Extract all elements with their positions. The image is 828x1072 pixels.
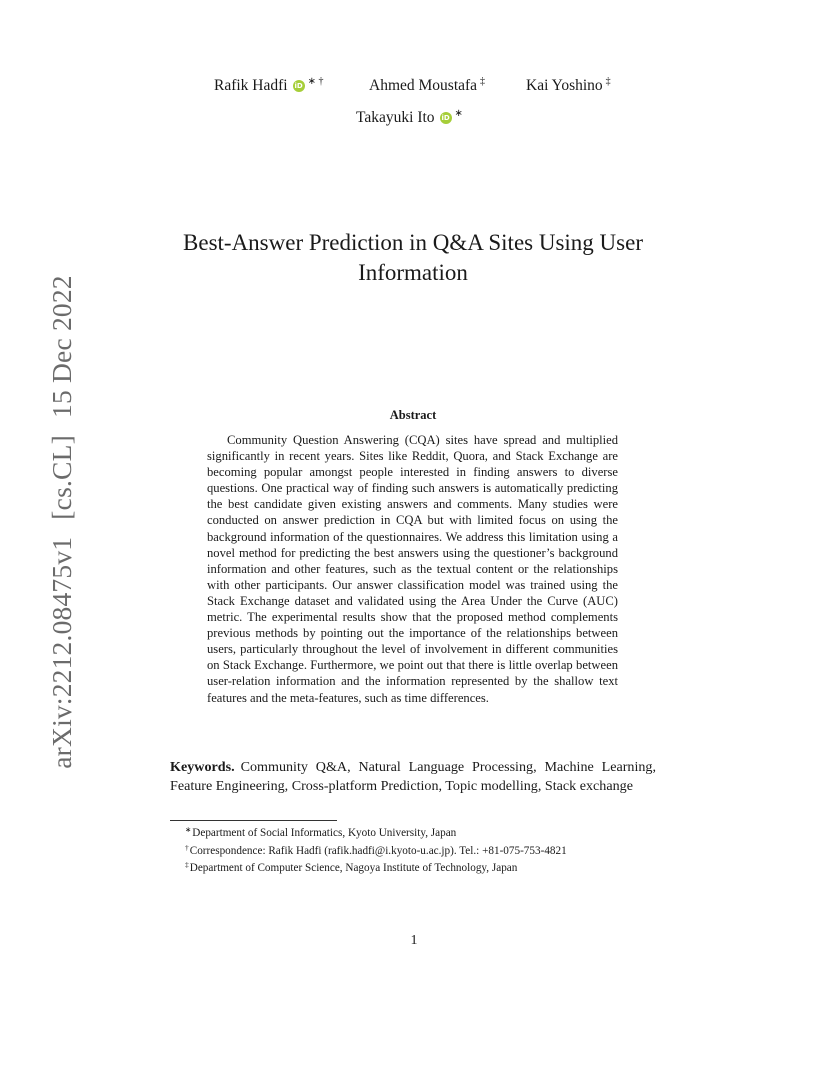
keywords-label: Keywords. [170,759,235,775]
affiliation-marks: ∗ † [307,76,324,87]
author-name: Takayuki Ito [356,109,435,126]
footnote-affiliation-kyoto: ∗Department of Social Informatics, Kyoto University, Japan [185,825,457,839]
page-number: 1 [410,933,418,948]
author-name: Rafik Hadfi [214,77,288,94]
abstract-heading: Abstract [389,408,437,422]
orcid-icon[interactable]: iD [294,82,303,90]
keywords-text: Community Q&A, Natural Language Processing, Machine Learning, Feature Engineering, Cross-platform Prediction, Topic modelling, Stack exchange [170,759,656,794]
author-rafik-hadfi [214,76,324,95]
footnote-correspondence: †Correspondence: Rafik Hadfi (rafik.hadfi@i.kyoto-u.ac.jp). Tel.: +81-075-753-4821 [185,842,567,857]
affiliation-marks: ‡ [605,76,611,87]
affiliation-marks: ∗ [454,108,463,119]
author-ahmed-moustafa [369,76,485,95]
arxiv-identifier-stamp [46,270,78,774]
arxiv-date: 15 Dec 2022 [46,275,77,418]
footnote-divider [170,820,337,821]
orcid-icon[interactable]: iD [441,114,450,122]
keywords-section [170,758,656,795]
author-name: Ahmed Moustafa [369,77,478,94]
footnotes [185,823,567,876]
abstract-text: Community Question Answering (CQA) sites have spread and multiplied significantly in recent years. Sites like Reddit, Quora, and Stack Exchange are becoming popular amongst people interested in finding answers to diverse questions. One practical way of finding such answers is automatically predicting the best candidate given existing answers and comments. Many studies were conducted on answer prediction in CQA but with limited focus on using the background information of the questionnaires. We address this limitation using a novel method for predicting the best answers using the questioner’s background information and other features, such as the textual content or the relationships with other participants. Our answer classification model was trained using the Stack Exchange dataset and validated using the Area Under the Curve (AUC) metric. The experimental results show that the proposed method complements previous methods by pointing out the importance of the relationships between users, particularly throughout the level of involvement in different communities on Stack Exchange. Furthermore, we point out that there is little overlap between user-relation information and the information represented by the shallow text features and the meta-features, such as time differences. [207,433,618,705]
paper-title: Best-Answer Prediction in Q&A Sites Using User Information [183,230,643,285]
arxiv-id: arXiv:2212.08475v1 [46,536,77,769]
author-kai-yoshino [526,76,611,95]
author-takayuki-ito [356,108,463,127]
author-name: Kai Yoshino [526,77,603,94]
affiliation-marks: ‡ [480,76,486,87]
arxiv-category: [cs.CL] [46,435,77,520]
footnote-affiliation-nagoya: ‡Department of Computer Science, Nagoya Institute of Technology, Japan [185,860,518,874]
